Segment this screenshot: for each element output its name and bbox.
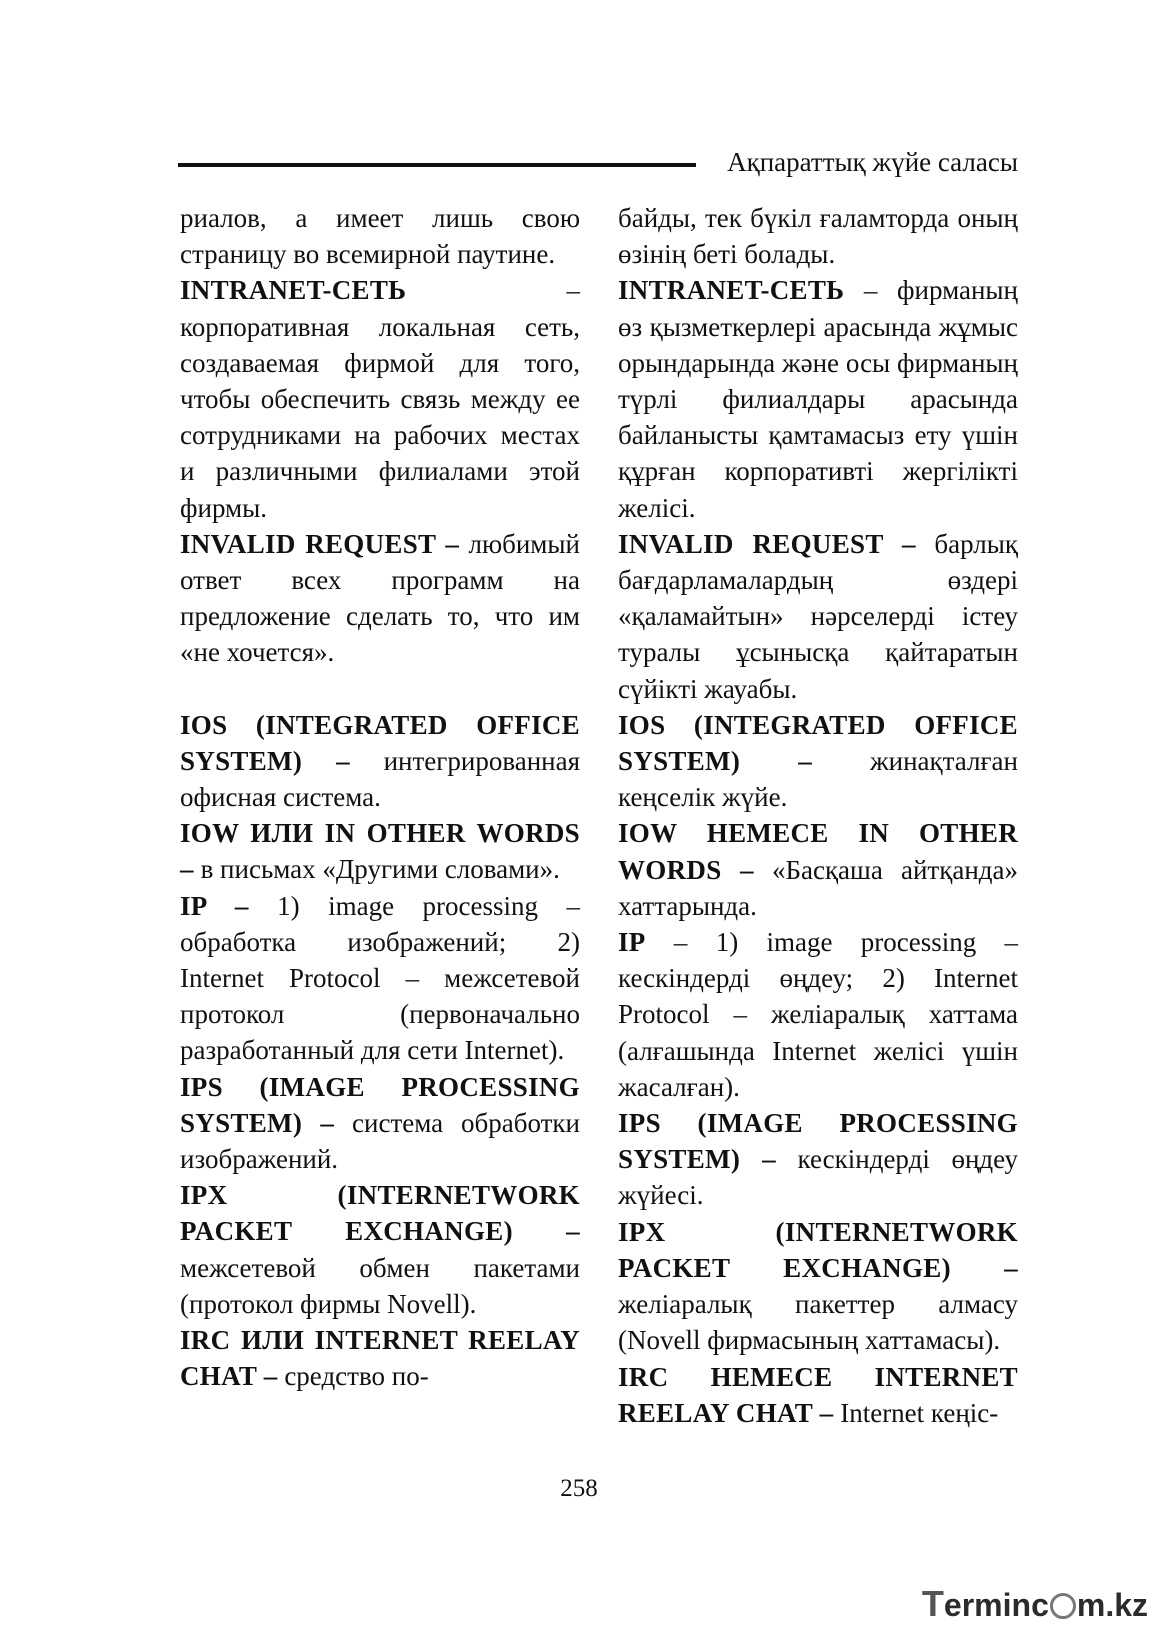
entry-term: INVALID REQUEST –	[618, 528, 916, 559]
dictionary-entry	[618, 1105, 1018, 1214]
dictionary-entry	[180, 526, 580, 671]
dictionary-entry	[180, 815, 580, 887]
entry-definition: система обработки изображений.	[180, 1107, 580, 1175]
dictionary-entry	[180, 1069, 580, 1178]
dictionary-entry	[180, 200, 580, 272]
entry-term: IPX (INTERNETWORK PACKET EXCHANGE) –	[180, 1180, 580, 1247]
dictionary-entry	[618, 1214, 1018, 1359]
entry-definition: – фирманың өз қызметкерлері арасында жұмыс орындарында және осы фирманың түрлі филиалдары арасында байланысты қамтамасыз ету үшін құрған корпоративті жергілікті желісі.	[618, 275, 1018, 523]
entry-definition: – 1) image processing – кескіндерді өңдеу; 2) Internet Protocol – желіаралық хаттама (алғашында Internet желісі үшін жасалған).	[618, 927, 1018, 1102]
entry-definition: Internet кеңіс-	[833, 1397, 999, 1428]
entry-definition: «Басқаша айтқанда» хаттарында.	[618, 854, 1018, 921]
watermark-text-start: erminc	[943, 1587, 1049, 1623]
entry-term: IOS (INTEGRATED OFFICE SYSTEM) –	[180, 709, 580, 776]
dictionary-entry	[180, 1177, 580, 1322]
entry-definition: жинақталған кеңселік жүйе.	[618, 746, 1018, 813]
left-column-russian	[180, 200, 580, 1395]
dictionary-entry	[618, 924, 1018, 1105]
dictionary-entry	[618, 526, 1018, 707]
entry-term: IRC НЕМЕСЕ INTERNET REELAY CHAT –	[618, 1361, 1018, 1428]
dictionary-entry	[180, 272, 580, 525]
entry-term: INTRANET-СЕТЬ	[618, 275, 845, 306]
entry-term: INTRANET-СЕТЬ	[180, 275, 407, 306]
entry-term: IRC ИЛИ INTERNET REELAY CHAT –	[180, 1325, 580, 1392]
dictionary-entry	[180, 888, 580, 1069]
entry-definition: любимый ответ всех программ на предложение сделать то, что им «не хочется».	[180, 528, 580, 668]
entry-term: INVALID REQUEST –	[180, 528, 460, 559]
page-number: 258	[560, 1475, 598, 1502]
magnifier-icon	[1050, 1593, 1076, 1619]
entry-definition: в письмах «Другими словами».	[193, 854, 560, 885]
entry-term: IPS (IMAGE PROCESSING SYSTEM) –	[180, 1071, 580, 1138]
entry-definition: кескіндерді өңдеу жүйесі.	[618, 1144, 1018, 1211]
entry-term: IPX (INTERNETWORK PACKET EXCHANGE) –	[618, 1216, 1018, 1283]
entry-definition: байды, тек бүкіл ғаламторда оның өзінің беті болады.	[618, 203, 1018, 270]
entry-definition: желіаралық пакеттер алмасу (Novell фирмасының хаттамасы).	[618, 1289, 1018, 1356]
entry-definition: средство по-	[277, 1361, 429, 1392]
dictionary-entry	[618, 1359, 1018, 1431]
watermark-t: T	[921, 1583, 944, 1624]
entry-definition: барлық бағдарламалардың өздері «қаламайтын» нәрселерді істеу туралы ұсынысқа қайтаратын сүйікті жауабы.	[618, 528, 1018, 704]
dictionary-entry	[180, 1322, 580, 1394]
right-column-kazakh	[618, 200, 1018, 1431]
entry-term: IOW ИЛИ IN OTHER WORDS –	[180, 818, 580, 885]
site-watermark-logo	[922, 1584, 1148, 1625]
entry-definition: – корпоративная локальная сеть, создаваемая фирмой для того, чтобы обеспечить связь между ее сотрудниками на рабочих местах и различными филиалами этой фирмы.	[180, 275, 580, 523]
entry-definition: межсетевой обмен пакетами (протокол фирмы Novell).	[180, 1252, 580, 1319]
entry-definition: интегрированная офисная система.	[180, 745, 580, 813]
entry-definition: 1) image processing – обработка изображений; 2) Internet Protocol – межсетевой протокол (первоначально разработанный для сети Internet).	[180, 890, 580, 1066]
dictionary-entry	[618, 272, 1018, 525]
entry-term: IOW НЕМЕСЕ IN OTHER WORDS –	[618, 818, 1018, 885]
dictionary-entry	[180, 707, 580, 816]
watermark-text-end: m.kz	[1076, 1587, 1148, 1623]
header-rule	[178, 163, 696, 167]
dictionary-entry	[618, 815, 1018, 924]
entry-term: IOS (INTEGRATED OFFICE SYSTEM) –	[618, 709, 1018, 777]
dictionary-entry	[618, 707, 1018, 816]
entry-definition: риалов, а имеет лишь свою страницу во всемирной паутине.	[180, 203, 580, 270]
dictionary-entry	[618, 200, 1018, 272]
entry-term: IP	[618, 927, 646, 958]
entry-term: IP –	[180, 890, 249, 921]
running-head: Ақпараттық жүйе саласы	[727, 147, 1018, 177]
entry-term: IPS (IMAGE PROCESSING SYSTEM) –	[618, 1108, 1018, 1175]
